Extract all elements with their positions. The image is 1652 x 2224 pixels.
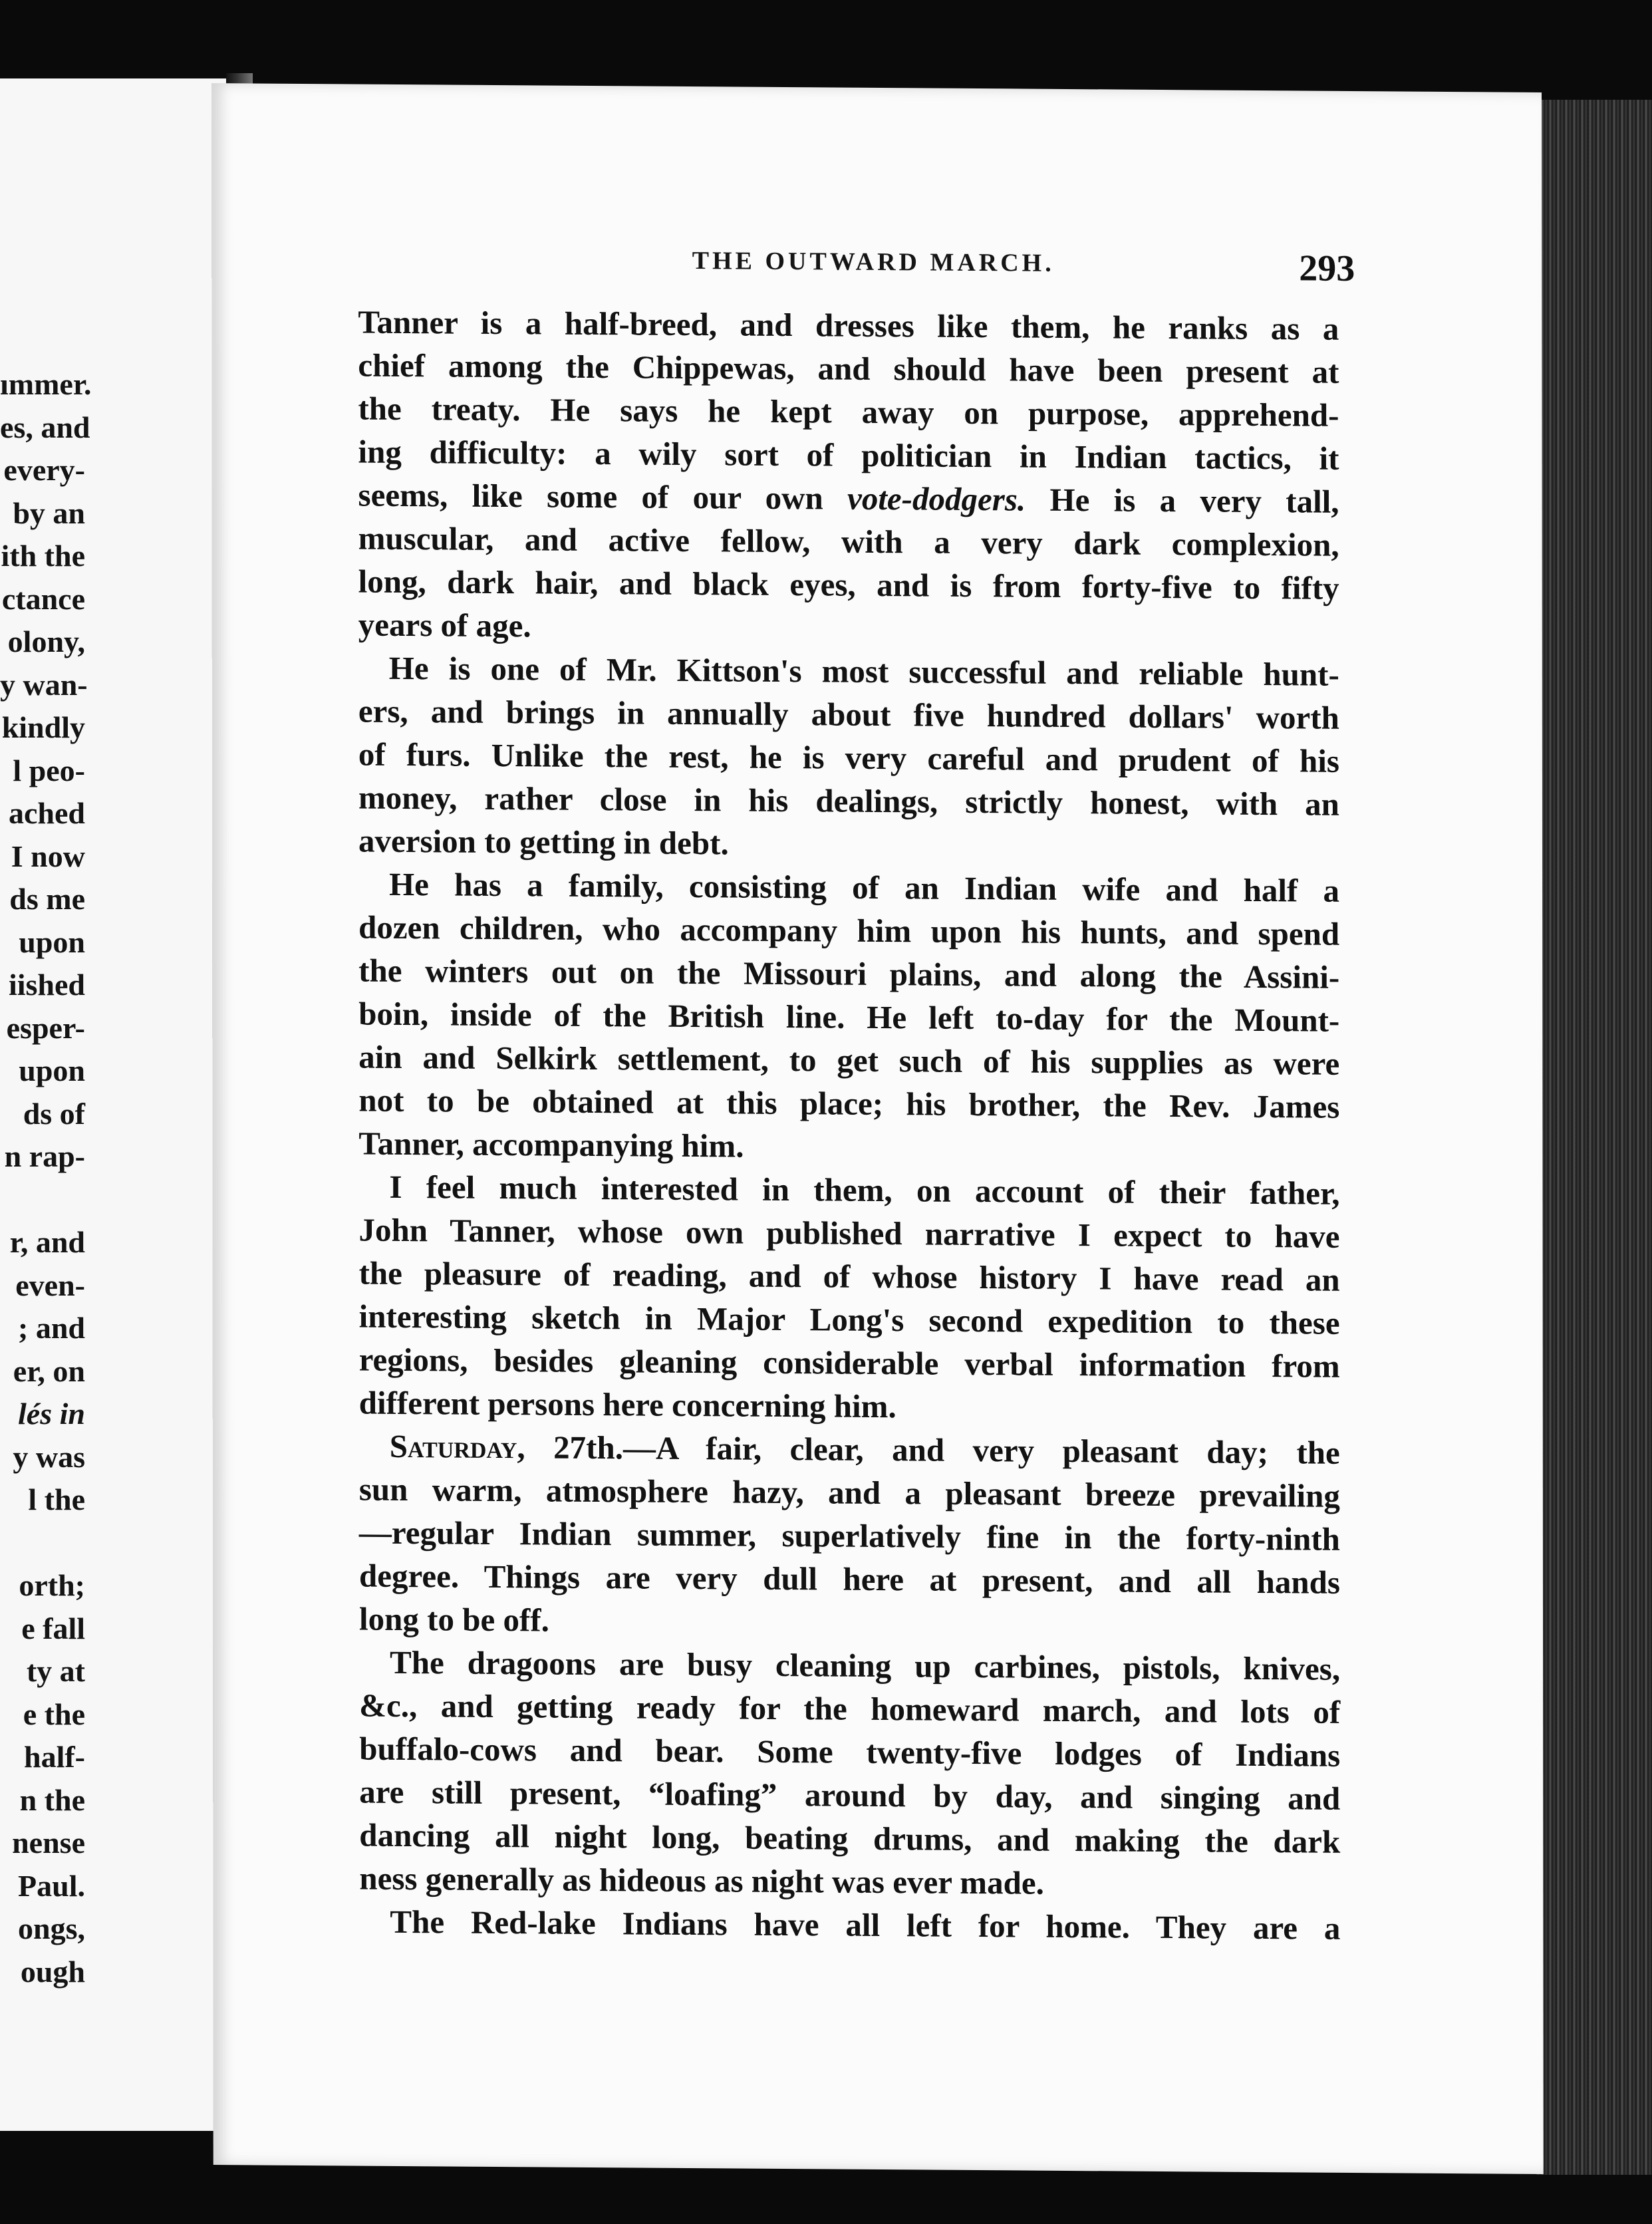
left-line: n the bbox=[19, 1782, 85, 1817]
text-line: Tanner, accompanying him. bbox=[358, 1125, 744, 1165]
text-line: muscular, and active fellow, with a very dark complexion, bbox=[358, 519, 1339, 563]
left-line: ımmer. bbox=[0, 367, 92, 401]
text-line: —regular Indian summer, superlatively fine in the forty-ninth bbox=[358, 1514, 1340, 1558]
text-segment: He is a very tall, bbox=[1026, 481, 1339, 520]
text-line: money, rather close in his dealings, strictly honest, with an bbox=[358, 779, 1339, 823]
left-line: ached bbox=[9, 796, 85, 830]
left-line: kindly bbox=[1, 710, 85, 744]
text-line: ain and Selkirk settlement, to get such of his supplies as were bbox=[358, 1038, 1340, 1082]
left-line: e the bbox=[23, 1697, 85, 1731]
text-line: years of age. bbox=[358, 606, 531, 644]
text-line: The dragoons are busy cleaning up carbines, pistols, knives, bbox=[390, 1643, 1341, 1687]
text-line: I feel much interested in them, on account of their father, bbox=[389, 1168, 1340, 1212]
text-line: buffalo-cows and bear. Some twenty-five lodges of Indians bbox=[359, 1730, 1341, 1774]
text-line: regions, besides gleaning considerable verbal information from bbox=[358, 1341, 1340, 1385]
text-line: different persons here concerning him. bbox=[358, 1384, 896, 1425]
left-line: orth; bbox=[19, 1568, 85, 1602]
left-line: r, and bbox=[9, 1225, 85, 1259]
left-line: upon bbox=[19, 1053, 85, 1087]
left-line: e fall bbox=[21, 1611, 85, 1645]
text-segment: , 27th.—A fair, clear, and very pleasant day; the bbox=[517, 1429, 1340, 1471]
left-line: n rap- bbox=[4, 1139, 85, 1173]
right-page bbox=[211, 83, 1544, 2174]
left-line: by an bbox=[13, 495, 85, 530]
left-facing-page bbox=[0, 78, 235, 2131]
left-line: ongs, bbox=[18, 1911, 85, 1945]
left-line bbox=[0, 1522, 85, 1565]
text-line: long to be off. bbox=[358, 1600, 549, 1639]
text-line: long, dark hair, and black eyes, and is from forty-five to fifty bbox=[358, 563, 1339, 607]
left-line: lés in bbox=[18, 1397, 85, 1431]
text-line: ing difficulty: a wily sort of politician in Indian tactics, it bbox=[358, 433, 1339, 477]
left-line: esper- bbox=[6, 1010, 85, 1045]
text-line: the treaty. He says he kept away on purpose, apprehend- bbox=[358, 390, 1339, 434]
text-line: are still present, “loafing” around by day, and singing and bbox=[359, 1773, 1341, 1817]
left-page-text bbox=[0, 363, 92, 1993]
italic-phrase: vote-dodgers. bbox=[847, 480, 1026, 518]
left-line: olony, bbox=[7, 625, 85, 658]
text-line: Tanner is a half-breed, and dresses like them, he ranks as a bbox=[358, 303, 1339, 347]
page-edge-stack bbox=[1536, 100, 1652, 2175]
text-line: aversion to getting in debt. bbox=[358, 822, 729, 862]
text-line: the winters out on the Missouri plains, and along the Assini- bbox=[358, 952, 1340, 996]
text-line bbox=[358, 474, 1339, 523]
text-line: John Tanner, whose own published narrative I expect to have bbox=[358, 1211, 1340, 1255]
left-line: ; and bbox=[18, 1311, 85, 1345]
text-line: chief among the Chippewas, and should have been present at bbox=[358, 347, 1339, 390]
left-line: I now bbox=[11, 839, 85, 873]
text-line: interesting sketch in Major Long's second expedition to these bbox=[358, 1298, 1340, 1341]
left-line: l the bbox=[28, 1482, 85, 1516]
left-line: nense bbox=[12, 1826, 85, 1860]
body-text bbox=[358, 301, 1340, 1950]
text-line: dancing all night long, beating drums, and making the dark bbox=[359, 1816, 1341, 1860]
text-line: The Red-lake Indians have all left for home. They are a bbox=[390, 1903, 1341, 1947]
left-line: upon bbox=[19, 924, 85, 959]
text-segment: seems, like some of our own bbox=[358, 476, 848, 517]
text-line: He is one of Mr. Kittson's most successful and reliable hunt- bbox=[388, 649, 1339, 693]
left-line: ough bbox=[20, 1954, 85, 1989]
text-line: He has a family, consisting of an Indian wife and half a bbox=[389, 865, 1340, 909]
running-head: THE OUTWARD MARCH. bbox=[692, 247, 1055, 277]
left-line: y wan- bbox=[0, 667, 88, 702]
text-line: the pleasure of reading, and of whose history I have read an bbox=[358, 1254, 1340, 1298]
left-line: ty at bbox=[26, 1654, 85, 1688]
text-line: &c., and getting ready for the homeward march, and lots of bbox=[359, 1687, 1341, 1731]
left-line: ds of bbox=[23, 1096, 85, 1131]
left-line: es, and bbox=[0, 410, 90, 444]
left-line: iished bbox=[8, 968, 85, 1002]
text-line bbox=[359, 1425, 1340, 1474]
left-line: ds me bbox=[9, 882, 85, 916]
text-line: ers, and brings in annually about five hundred dollars' worth bbox=[358, 692, 1339, 736]
left-line: er, on bbox=[13, 1353, 85, 1388]
text-line: ness generally as hideous as night was ever made. bbox=[359, 1860, 1044, 1901]
left-line: ctance bbox=[1, 581, 85, 616]
page-number: 293 bbox=[1299, 247, 1355, 290]
left-line: y was bbox=[13, 1439, 85, 1474]
left-line: l peo- bbox=[13, 753, 85, 787]
left-line: half- bbox=[24, 1740, 85, 1774]
text-line: degree. Things are very dull here at present, and all hands bbox=[358, 1557, 1340, 1601]
left-line: Paul. bbox=[18, 1868, 85, 1903]
date-heading: Saturday bbox=[389, 1427, 517, 1466]
text-line: not to be obtained at this place; his brother, the Rev. James bbox=[358, 1081, 1340, 1125]
text-line: boin, inside of the British line. He left to-day for the Mount- bbox=[358, 995, 1340, 1039]
left-line: every- bbox=[3, 453, 85, 487]
text-line: of furs. Unlike the rest, he is very careful and prudent of his bbox=[358, 736, 1339, 779]
text-line: dozen children, who accompany him upon his hunts, and spend bbox=[358, 908, 1340, 952]
text-line: sun warm, atmosphere hazy, and a pleasant breeze prevailing bbox=[358, 1470, 1340, 1514]
left-line: even- bbox=[15, 1268, 85, 1302]
left-line bbox=[0, 1179, 85, 1222]
left-line: ith the bbox=[1, 539, 85, 573]
